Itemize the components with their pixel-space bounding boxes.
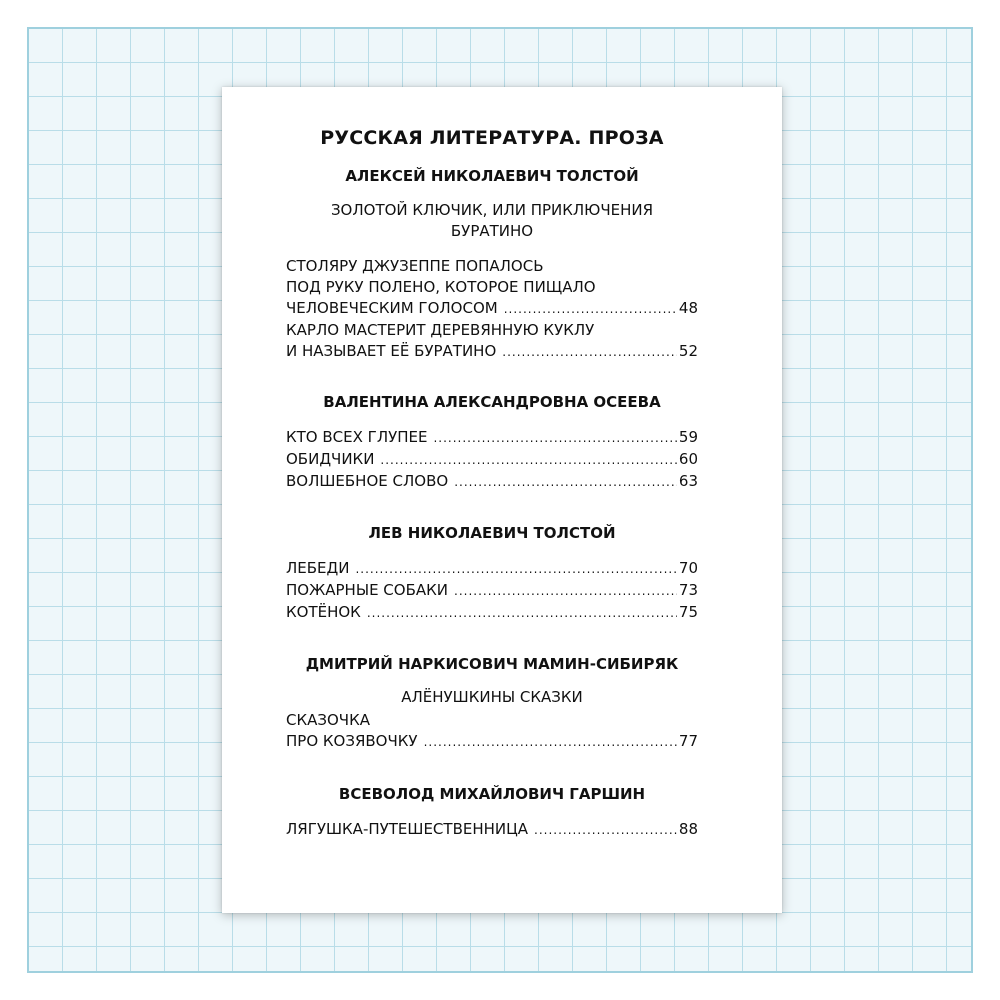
toc-entry[interactable]: ПРО КОЗЯВОЧКУ ..... 77: [286, 731, 698, 753]
dot-leader: [380, 450, 676, 471]
dot-leader: [504, 299, 677, 320]
dot-leader: [454, 472, 677, 493]
dot-leader: [433, 428, 676, 449]
toc-entry[interactable]: И НАЗЫВАЕТ ЕЁ БУРАТИНО ..... 52: [286, 341, 698, 363]
dot-leader: [367, 603, 677, 624]
page-number: 60: [678, 450, 698, 468]
toc-entry[interactable]: КОТЁНОК ..... 75: [286, 602, 698, 624]
page-number: 88: [678, 820, 698, 838]
work-title: ЗОЛОТОЙ КЛЮЧИК, ИЛИ ПРИКЛЮЧЕНИЯ БУРАТИНО: [330, 201, 654, 240]
page-number: 63: [678, 472, 698, 490]
dot-leader: [355, 559, 676, 580]
toc-entry[interactable]: ЛЯГУШКА-ПУТЕШЕСТВЕННИЦА ..... 88: [286, 819, 698, 841]
toc-entry-line: СКАЗОЧКА: [286, 711, 371, 729]
toc-entry[interactable]: ЛЕБЕДИ ..... 70: [286, 558, 698, 580]
toc-entry[interactable]: ВОЛШЕБНОЕ СЛОВО ..... 63: [286, 471, 698, 493]
page-title: РУССКАЯ ЛИТЕРАТУРА. ПРОЗА: [320, 127, 664, 149]
page-number: 70: [678, 559, 698, 577]
page-number: 52: [678, 342, 698, 360]
page-number: 75: [678, 603, 698, 621]
author-heading: ВАЛЕНТИНА АЛЕКСАНДРОВНА ОСЕЕВА: [323, 393, 661, 411]
dot-leader: [534, 820, 677, 841]
table-of-contents: [286, 127, 698, 841]
dot-leader: [454, 581, 677, 602]
author-heading: ЛЕВ НИКОЛАЕВИЧ ТОЛСТОЙ: [368, 524, 616, 542]
page-number: 73: [678, 581, 698, 599]
dot-leader: [502, 342, 677, 363]
toc-entry[interactable]: ПОЖАРНЫЕ СОБАКИ ..... 73: [286, 580, 698, 602]
toc-entry[interactable]: КТО ВСЕХ ГЛУПЕЕ ..... 59: [286, 427, 698, 449]
book-page: [222, 87, 782, 913]
toc-entry-line: КАРЛО МАСТЕРИТ ДЕРЕВЯННУЮ КУКЛУ: [286, 321, 595, 339]
work-title: АЛЁНУШКИНЫ СКАЗКИ: [401, 688, 583, 706]
author-heading: ВСЕВОЛОД МИХАЙЛОВИЧ ГАРШИН: [338, 785, 646, 803]
page-number: 59: [678, 428, 698, 446]
toc-entry[interactable]: ОБИДЧИКИ ..... 60: [286, 449, 698, 471]
toc-entry-line: СТОЛЯРУ ДЖУЗЕППЕ ПОПАЛОСЬ: [286, 257, 544, 275]
toc-entry-line: ПОД РУКУ ПОЛЕНО, КОТОРОЕ ПИЩАЛО: [286, 278, 596, 296]
page-number: 77: [678, 732, 698, 750]
author-heading: ДМИТРИЙ НАРКИСОВИЧ МАМИН-СИБИРЯК: [305, 655, 679, 673]
dot-leader: [424, 732, 677, 753]
toc-entry[interactable]: ЧЕЛОВЕЧЕСКИМ ГОЛОСОМ ..... 48: [286, 298, 698, 320]
page-number: 48: [678, 299, 698, 317]
author-heading: АЛЕКСЕЙ НИКОЛАЕВИЧ ТОЛСТОЙ: [345, 167, 639, 185]
